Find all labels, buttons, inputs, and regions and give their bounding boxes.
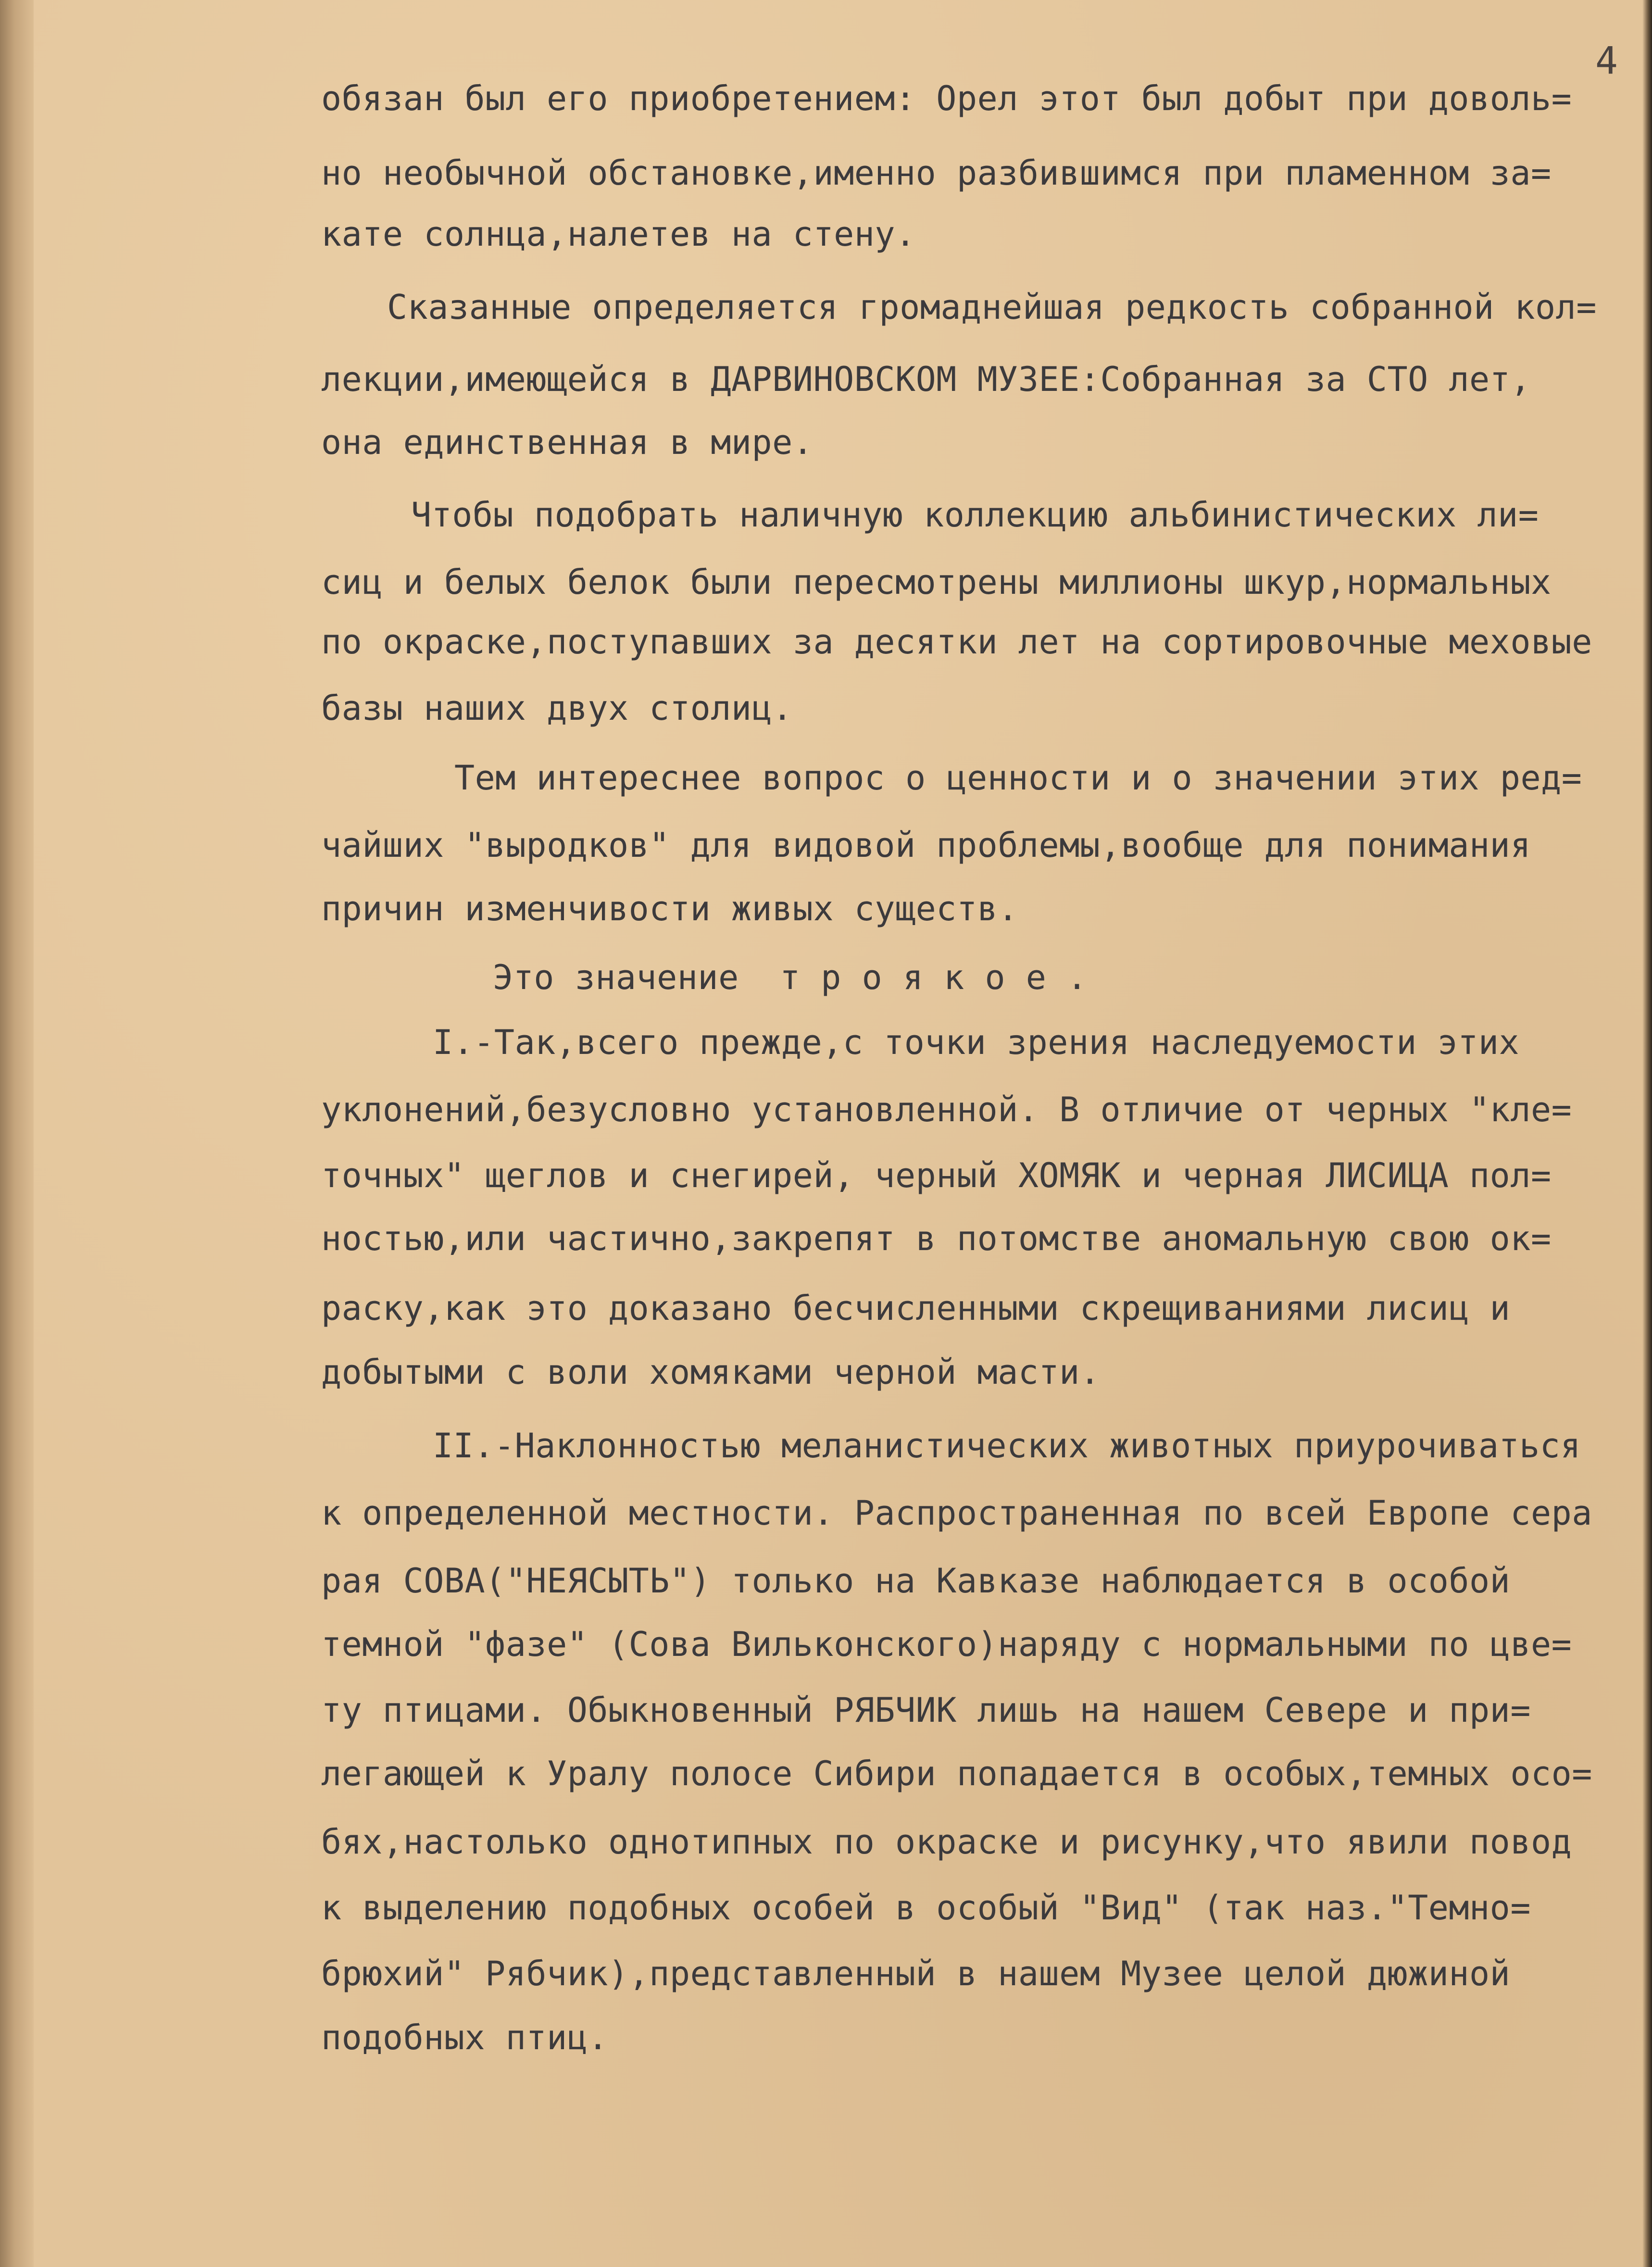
- text-line: ностью,или частично,закрепят в потомстве аномальную свою ок=: [321, 1219, 1552, 1258]
- text-line: по окраске,поступавших за десятки лет на сортировочные меховые: [321, 622, 1592, 662]
- text-line: легающей к Уралу полосе Сибири попадается в особых,темных осо=: [321, 1754, 1592, 1793]
- text-line: причин изменчивости живых существ.: [321, 889, 1018, 928]
- text-line: точных" щеглов и снегирей, черный ХОМЯК и черная ЛИСИЦА пол=: [321, 1156, 1552, 1195]
- text-line: уклонений,безусловно установленной. В отличие от черных "кле=: [321, 1090, 1572, 1129]
- text-line: темной "фазе" (Сова Вильконского)наряду с нормальными по цве=: [321, 1625, 1572, 1664]
- text-line: лекции,имеющейся в ДАРВИНОВСКОМ МУЗЕЕ:Собранная за СТО лет,: [321, 360, 1531, 399]
- text-line: бях,настолько однотипных по окраске и рисунку,что явили повод: [321, 1822, 1572, 1862]
- text-line: брюхий" Рябчик),представленный в нашем Музее целой дюжиной: [321, 1954, 1511, 1993]
- text-line: Чтобы подобрать наличную коллекцию альбинистических ли=: [411, 495, 1539, 535]
- text-line: Тем интереснее вопрос о ценности и о значении этих ред=: [454, 758, 1582, 798]
- text-line: базы наших двух столиц.: [321, 689, 793, 728]
- text-line: подобных птиц.: [321, 2018, 609, 2057]
- text-line: но необычной обстановке,именно разбившимся при пламенном за=: [321, 153, 1552, 193]
- text-line: I.-Так,всего прежде,с точки зрения наследуемости этих: [433, 1023, 1520, 1062]
- text-line: к выделению подобных особей в особый "Вид" (так наз."Темно=: [321, 1888, 1531, 1928]
- text-line: сиц и белых белок были пересмотрены миллионы шкур,нормальных: [321, 563, 1552, 602]
- text-line: Сказанные определяется громаднейшая редкость собранной кол=: [387, 288, 1597, 327]
- text-line: к определенной местности. Распространенная по всей Европе сера: [321, 1493, 1592, 1533]
- text-line: обязан был его приобретением: Орел этот был добыт при доволь=: [321, 79, 1572, 118]
- text-line: рая СОВА("НЕЯСЫТЬ") только на Кавказе наблюдается в особой: [321, 1561, 1511, 1601]
- page-number: 4: [1595, 39, 1618, 83]
- text-line: чайших "выродков" для видовой проблемы,вообще для понимания: [321, 826, 1531, 865]
- text-line: она единственная в мире.: [321, 423, 813, 462]
- text-line: добытыми с воли хомяками черной масти.: [321, 1353, 1101, 1392]
- text-line: ту птицами. Обыкновенный РЯБЧИК лишь на нашем Севере и при=: [321, 1691, 1531, 1730]
- text-line: раску,как это доказано бесчисленными скрещиваниями лисиц и: [321, 1289, 1511, 1328]
- text-line: II.-Наклонностью меланистических животных приурочиваться: [433, 1426, 1581, 1465]
- text-line: кате солнца,налетев на стену.: [321, 214, 916, 254]
- text-line: Это значение т р о я к о е .: [493, 958, 1088, 997]
